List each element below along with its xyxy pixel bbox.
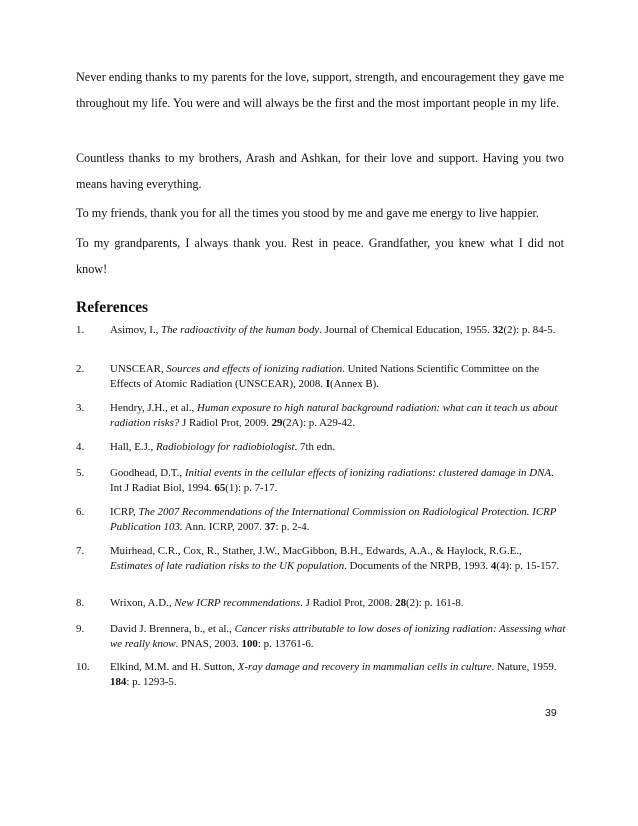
reference-text: ICRP, The 2007 Recommendations of the International Commission on Radiological Protection. ICRP Publication 103. Ann. ICRP, 2007. 37: p. 2-4. bbox=[110, 506, 557, 533]
reference-text: Muirhead, C.R., Cox, R., Stather, J.W., MacGibbon, B.H., Edwards, A.A., & Haylock, R.G.E., Estimates of late radiation risks to the UK population. Documents of the NRPB, 1993. 4(4): p. 15-157. bbox=[110, 545, 560, 572]
reference-number: 9. bbox=[76, 623, 85, 635]
reference-number: 8. bbox=[76, 597, 85, 609]
reference-text: Wrixon, A.D., New ICRP recommendations. J Radiol Prot, 2008. 28(2): p. 161-8. bbox=[110, 597, 464, 609]
reference-number: 5. bbox=[76, 467, 85, 479]
ack-paragraph-grandparents: To my grandparents, I always thank you. Rest in peace. Grandfather, you knew what I did not know! bbox=[76, 236, 564, 276]
reference-number: 6. bbox=[76, 506, 85, 518]
reference-text: Asimov, I., The radioactivity of the human body. Journal of Chemical Education, 1955. 32(2): p. 84-5. bbox=[110, 324, 556, 336]
reference-text: Hendry, J.H., et al., Human exposure to high natural background radiation: what can it teach us about radiation risks? J Radiol Prot, 2009. 29(2A): p. A29-42. bbox=[110, 402, 558, 429]
reference-number: 10. bbox=[76, 661, 90, 673]
ack-paragraph-brothers: Countless thanks to my brothers, Arash and Ashkan, for their love and support. Having you two means having everything. bbox=[76, 151, 564, 191]
references-heading: References bbox=[76, 299, 149, 316]
reference-text: Elkind, M.M. and H. Sutton, X-ray damage and recovery in mammalian cells in culture. Nature, 1959. 184: p. 1293-5. bbox=[110, 661, 557, 688]
reference-text: UNSCEAR, Sources and effects of ionizing radiation. United Nations Scientific Committee on the Effects of Atomic Radiation (UNSCEAR), 2008. I(Annex B). bbox=[110, 363, 540, 390]
reference-text: Goodhead, D.T., Initial events in the cellular effects of ionizing radiations: clustered damage in DNA. Int J Radiat Biol, 1994. 65(1): p. 7-17. bbox=[110, 467, 554, 494]
reference-number: 3. bbox=[76, 402, 85, 414]
ack-paragraph-friends: To my friends, thank you for all the times you stood by me and gave me energy to live happier. bbox=[76, 206, 539, 220]
reference-number: 7. bbox=[76, 545, 85, 557]
page-number: 39 bbox=[545, 707, 557, 719]
reference-text: David J. Brennera, b., et al., Cancer risks attributable to low doses of ionizing radiation: Assessing what we really know. PNAS, 2003. 100: p. 13761-6. bbox=[110, 623, 566, 650]
reference-number: 4. bbox=[76, 441, 85, 453]
ack-paragraph-parents: Never ending thanks to my parents for the love, support, strength, and encouragement they gave me throughout my life. You were and will always be the first and the most important people in my life. bbox=[76, 70, 564, 110]
reference-number: 1. bbox=[76, 324, 85, 336]
reference-text: Hall, E.J., Radiobiology for radiobiologist. 7th edn. bbox=[110, 441, 336, 453]
reference-number: 2. bbox=[76, 363, 85, 375]
